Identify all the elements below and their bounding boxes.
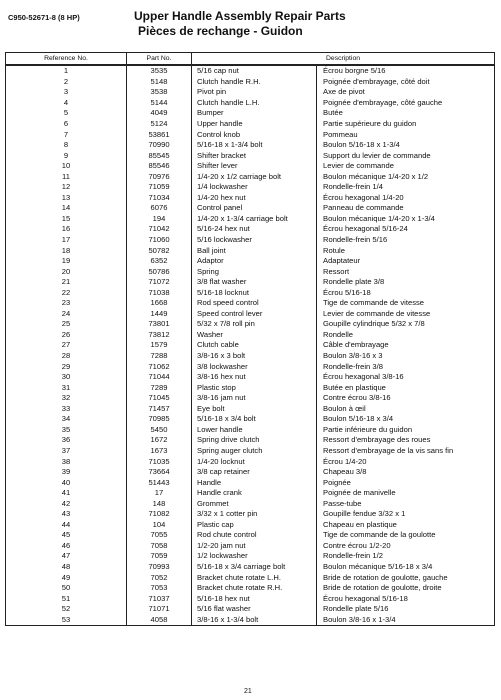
part-number: 7052 [127,572,192,583]
part-number: 71038 [127,287,192,298]
description-english: 5/16-18 locknut [192,287,317,298]
description-english: 3/8-16 x 1-3/4 bolt [192,614,317,625]
table-row [6,509,495,520]
reference-number: 26 [6,330,127,341]
reference-number: 8 [6,140,127,151]
reference-number: 23 [6,298,127,309]
reference-number: 3 [6,87,127,98]
part-number: 71042 [127,224,192,235]
description-english: 3/8-16 hex nut [192,372,317,383]
table-row [6,161,495,172]
description-french: Poignée d'embrayage, côté gauche [317,98,495,109]
parts-table [5,52,495,626]
part-number: 1449 [127,309,192,320]
table-row [6,530,495,541]
part-number: 73801 [127,319,192,330]
description-french: Écrou hexagonal 1/4-20 [317,193,495,204]
table-row [6,541,495,552]
description-french: Boulon 3/8-16 x 3 [317,351,495,362]
description-french: Boulon mécanique 5/16-18 x 3/4 [317,562,495,573]
description-french: Ressort [317,266,495,277]
description-french: Goupille fendue 3/32 x 1 [317,509,495,520]
page-number: 21 [244,688,252,695]
part-number: 7289 [127,382,192,393]
table-row [6,245,495,256]
model-number: C950-52671-8 (8 HP) [8,13,80,22]
description-french: Écrou hexagonal 5/16-18 [317,593,495,604]
description-french: Levier de commande [317,161,495,172]
description-french: Poignée [317,477,495,488]
part-number: 71035 [127,456,192,467]
description-english: Rod speed control [192,298,317,309]
description-english: 5/16 cap nut [192,65,317,77]
description-english: Ball joint [192,245,317,256]
description-english: Speed control lever [192,309,317,320]
part-number: 6352 [127,256,192,267]
reference-number: 7 [6,129,127,140]
description-english: 3/32 x 1 cotter pin [192,509,317,520]
reference-number: 40 [6,477,127,488]
table-row [6,203,495,214]
table-row [6,340,495,351]
reference-number: 25 [6,319,127,330]
description-english: Spring [192,266,317,277]
description-french: Poignée de manivelle [317,488,495,499]
description-french: Boulon 5/16-18 x 3/4 [317,414,495,425]
description-french: Boulon 3/8-16 x 1-3/4 [317,614,495,625]
description-french: Rondelle-frein 3/8 [317,361,495,372]
description-english: Bracket chute rotate L.H. [192,572,317,583]
reference-number: 51 [6,593,127,604]
description-french: Contre écrou 3/8-16 [317,393,495,404]
description-french: Support du levier de commande [317,150,495,161]
description-english: Eye bolt [192,404,317,415]
description-french: Rondelle-frein 5/16 [317,235,495,246]
part-number: 73664 [127,467,192,478]
reference-number: 29 [6,361,127,372]
reference-number: 14 [6,203,127,214]
description-french: Pommeau [317,129,495,140]
part-number: 85546 [127,161,192,172]
part-number: 50786 [127,266,192,277]
description-french: Poignée d'embrayage, côté doit [317,77,495,88]
table-row [6,604,495,615]
part-number: 71037 [127,593,192,604]
table-row [6,119,495,130]
description-french: Contre écrou 1/2-20 [317,541,495,552]
reference-number: 34 [6,414,127,425]
part-number: 71457 [127,404,192,415]
part-number: 3535 [127,65,192,77]
reference-number: 41 [6,488,127,499]
description-french: Boulon à œil [317,404,495,415]
description-english: 5/16-18 hex nut [192,593,317,604]
reference-number: 50 [6,583,127,594]
page-title-french: Pièces de rechange - Guidon [138,24,303,38]
table-row [6,330,495,341]
reference-number: 30 [6,372,127,383]
reference-number: 32 [6,393,127,404]
reference-number: 38 [6,456,127,467]
description-french: Partie inférieure du guidon [317,425,495,436]
reference-number: 35 [6,425,127,436]
description-english: 5/16-24 hex nut [192,224,317,235]
part-number: 5144 [127,98,192,109]
description-english: Washer [192,330,317,341]
part-number: 71071 [127,604,192,615]
reference-number: 1 [6,65,127,77]
table-row [6,108,495,119]
reference-number: 37 [6,446,127,457]
reference-number: 49 [6,572,127,583]
reference-number: 13 [6,193,127,204]
description-french: Levier de commande de vitesse [317,309,495,320]
part-number: 71060 [127,235,192,246]
table-row [6,171,495,182]
description-french: Rondelle-frein 1/2 [317,551,495,562]
description-french: Rondelle-frein 1/4 [317,182,495,193]
description-french: Écrou 1/4-20 [317,456,495,467]
description-french: Bride de rotation de goulotte, gauche [317,572,495,583]
description-french: Rondelle plate 3/8 [317,277,495,288]
description-english: Plastic cap [192,520,317,531]
description-english: Shifter lever [192,161,317,172]
reference-number: 9 [6,150,127,161]
description-french: Rondelle plate 5/16 [317,604,495,615]
description-french: Passe-tube [317,498,495,509]
reference-number: 12 [6,182,127,193]
description-english: 5/16 lockwasher [192,235,317,246]
description-english: 1/2-20 jam nut [192,541,317,552]
reference-number: 47 [6,551,127,562]
reference-number: 42 [6,498,127,509]
column-header-reference: Reference No. [6,53,127,66]
description-french: Chapeau en plastique [317,520,495,531]
reference-number: 46 [6,541,127,552]
table-row [6,435,495,446]
reference-number: 6 [6,119,127,130]
table-row [6,414,495,425]
table-row [6,319,495,330]
table-row [6,150,495,161]
column-header-part-number: Part No. [127,53,192,66]
table-row [6,382,495,393]
description-french: Axe de pivot [317,87,495,98]
part-number: 6076 [127,203,192,214]
reference-number: 21 [6,277,127,288]
description-french: Câble d'embrayage [317,340,495,351]
part-number: 3538 [127,87,192,98]
table-row [6,361,495,372]
description-english: 3/8 cap retainer [192,467,317,478]
description-english: Plastic stop [192,382,317,393]
part-number: 71044 [127,372,192,383]
table-row [6,193,495,204]
parts-table-header [6,53,495,66]
table-row [6,287,495,298]
description-french: Partie supérieure du guidon [317,119,495,130]
description-english: Handle crank [192,488,317,499]
table-row [6,425,495,436]
description-english: Pivot pin [192,87,317,98]
part-number: 4049 [127,108,192,119]
table-row [6,182,495,193]
description-french: Écrou 5/16-18 [317,287,495,298]
description-english: 1/4 lockwasher [192,182,317,193]
part-number: 148 [127,498,192,509]
description-english: Lower handle [192,425,317,436]
reference-number: 18 [6,245,127,256]
reference-number: 11 [6,171,127,182]
description-english: Spring drive clutch [192,435,317,446]
table-row [6,477,495,488]
description-english: 5/16 flat washer [192,604,317,615]
table-row [6,351,495,362]
part-number: 194 [127,214,192,225]
table-row [6,467,495,478]
reference-number: 33 [6,404,127,415]
description-english: 5/32 x 7/8 roll pin [192,319,317,330]
description-english: 1/4-20 x 1/2 carriage bolt [192,171,317,182]
part-number: 71072 [127,277,192,288]
description-english: Control panel [192,203,317,214]
parts-table-body [6,65,495,625]
part-number: 5124 [127,119,192,130]
part-number: 70993 [127,562,192,573]
table-row [6,77,495,88]
table-row [6,593,495,604]
description-french: Butée [317,108,495,119]
description-french: Rotule [317,245,495,256]
table-row [6,140,495,151]
table-row [6,266,495,277]
table-row [6,98,495,109]
reference-number: 53 [6,614,127,625]
description-english: 1/4-20 locknut [192,456,317,467]
reference-number: 27 [6,340,127,351]
reference-number: 10 [6,161,127,172]
part-number: 70985 [127,414,192,425]
table-row [6,562,495,573]
description-french: Écrou borgne 5/16 [317,65,495,77]
description-english: 1/4-20 x 1-3/4 carriage bolt [192,214,317,225]
part-number: 71059 [127,182,192,193]
part-number: 71082 [127,509,192,520]
part-number: 71045 [127,393,192,404]
page-title-english: Upper Handle Assembly Repair Parts [134,9,346,23]
part-number: 1673 [127,446,192,457]
description-english: 3/8-16 jam nut [192,393,317,404]
part-number: 7055 [127,530,192,541]
part-number: 50782 [127,245,192,256]
table-row [6,235,495,246]
part-number: 1668 [127,298,192,309]
description-french: Boulon 5/16-18 x 1-3/4 [317,140,495,151]
description-french: Rondelle [317,330,495,341]
description-french: Chapeau 3/8 [317,467,495,478]
part-number: 17 [127,488,192,499]
part-number: 51443 [127,477,192,488]
table-row [6,393,495,404]
reference-number: 5 [6,108,127,119]
reference-number: 20 [6,266,127,277]
table-row [6,572,495,583]
reference-number: 28 [6,351,127,362]
description-english: 3/8 lockwasher [192,361,317,372]
description-french: Boulon mécanique 1/4-20 x 1/2 [317,171,495,182]
description-english: Control knob [192,129,317,140]
reference-number: 44 [6,520,127,531]
part-number: 70990 [127,140,192,151]
reference-number: 39 [6,467,127,478]
reference-number: 43 [6,509,127,520]
description-english: 1/4-20 hex nut [192,193,317,204]
description-english: Upper handle [192,119,317,130]
description-english: 5/16-18 x 3/4 carriage bolt [192,562,317,573]
table-row [6,129,495,140]
table-row [6,298,495,309]
reference-number: 4 [6,98,127,109]
part-number: 7059 [127,551,192,562]
description-english: Clutch handle R.H. [192,77,317,88]
part-number: 5450 [127,425,192,436]
description-french: Écrou hexagonal 5/16-24 [317,224,495,235]
part-number: 7288 [127,351,192,362]
table-row [6,87,495,98]
column-header-description: Description [192,53,495,66]
table-row [6,498,495,509]
table-row [6,520,495,531]
reference-number: 15 [6,214,127,225]
description-french: Goupille cylindrique 5/32 x 7/8 [317,319,495,330]
part-number: 85545 [127,150,192,161]
part-number: 1672 [127,435,192,446]
table-row [6,65,495,77]
reference-number: 31 [6,382,127,393]
description-french: Ressort d'embrayage de la vis sans fin [317,446,495,457]
table-row [6,372,495,383]
table-row [6,277,495,288]
description-french: Écrou hexagonal 3/8-16 [317,372,495,383]
part-number: 5148 [127,77,192,88]
table-row [6,488,495,499]
description-english: Grommet [192,498,317,509]
table-row [6,309,495,320]
part-number: 71062 [127,361,192,372]
reference-number: 22 [6,287,127,298]
description-english: Bumper [192,108,317,119]
description-english: Spring auger clutch [192,446,317,457]
part-number: 70976 [127,171,192,182]
table-row [6,583,495,594]
description-english: 5/16-18 x 3/4 bolt [192,414,317,425]
table-row [6,256,495,267]
table-row [6,614,495,625]
part-number: 7058 [127,541,192,552]
description-english: 5/16-18 x 1-3/4 bolt [192,140,317,151]
reference-number: 48 [6,562,127,573]
description-english: Rod chute control [192,530,317,541]
part-number: 7053 [127,583,192,594]
reference-number: 52 [6,604,127,615]
description-french: Boulon mécanique 1/4-20 x 1-3/4 [317,214,495,225]
table-row [6,551,495,562]
table-row [6,224,495,235]
description-french: Tige de commande de la goulotte [317,530,495,541]
description-english: Clutch cable [192,340,317,351]
description-french: Ressort d'embrayage des roues [317,435,495,446]
reference-number: 17 [6,235,127,246]
description-french: Bride de rotation de goulotte, droite [317,583,495,594]
table-row [6,214,495,225]
reference-number: 16 [6,224,127,235]
description-french: Panneau de commande [317,203,495,214]
part-number: 4058 [127,614,192,625]
description-english: Shifter bracket [192,150,317,161]
reference-number: 19 [6,256,127,267]
table-row [6,404,495,415]
reference-number: 24 [6,309,127,320]
description-english: 3/8 flat washer [192,277,317,288]
part-number: 71034 [127,193,192,204]
part-number: 1579 [127,340,192,351]
description-french: Adaptateur [317,256,495,267]
part-number: 104 [127,520,192,531]
description-french: Tige de commande de vitesse [317,298,495,309]
part-number: 73812 [127,330,192,341]
description-english: Adaptor [192,256,317,267]
reference-number: 36 [6,435,127,446]
reference-number: 2 [6,77,127,88]
reference-number: 45 [6,530,127,541]
description-english: 1/2 lockwasher [192,551,317,562]
description-french: Butée en plastique [317,382,495,393]
description-english: 3/8-16 x 3 bolt [192,351,317,362]
description-english: Clutch handle L.H. [192,98,317,109]
table-row [6,446,495,457]
table-row [6,456,495,467]
part-number: 53861 [127,129,192,140]
description-english: Bracket chute rotate R.H. [192,583,317,594]
description-english: Handle [192,477,317,488]
